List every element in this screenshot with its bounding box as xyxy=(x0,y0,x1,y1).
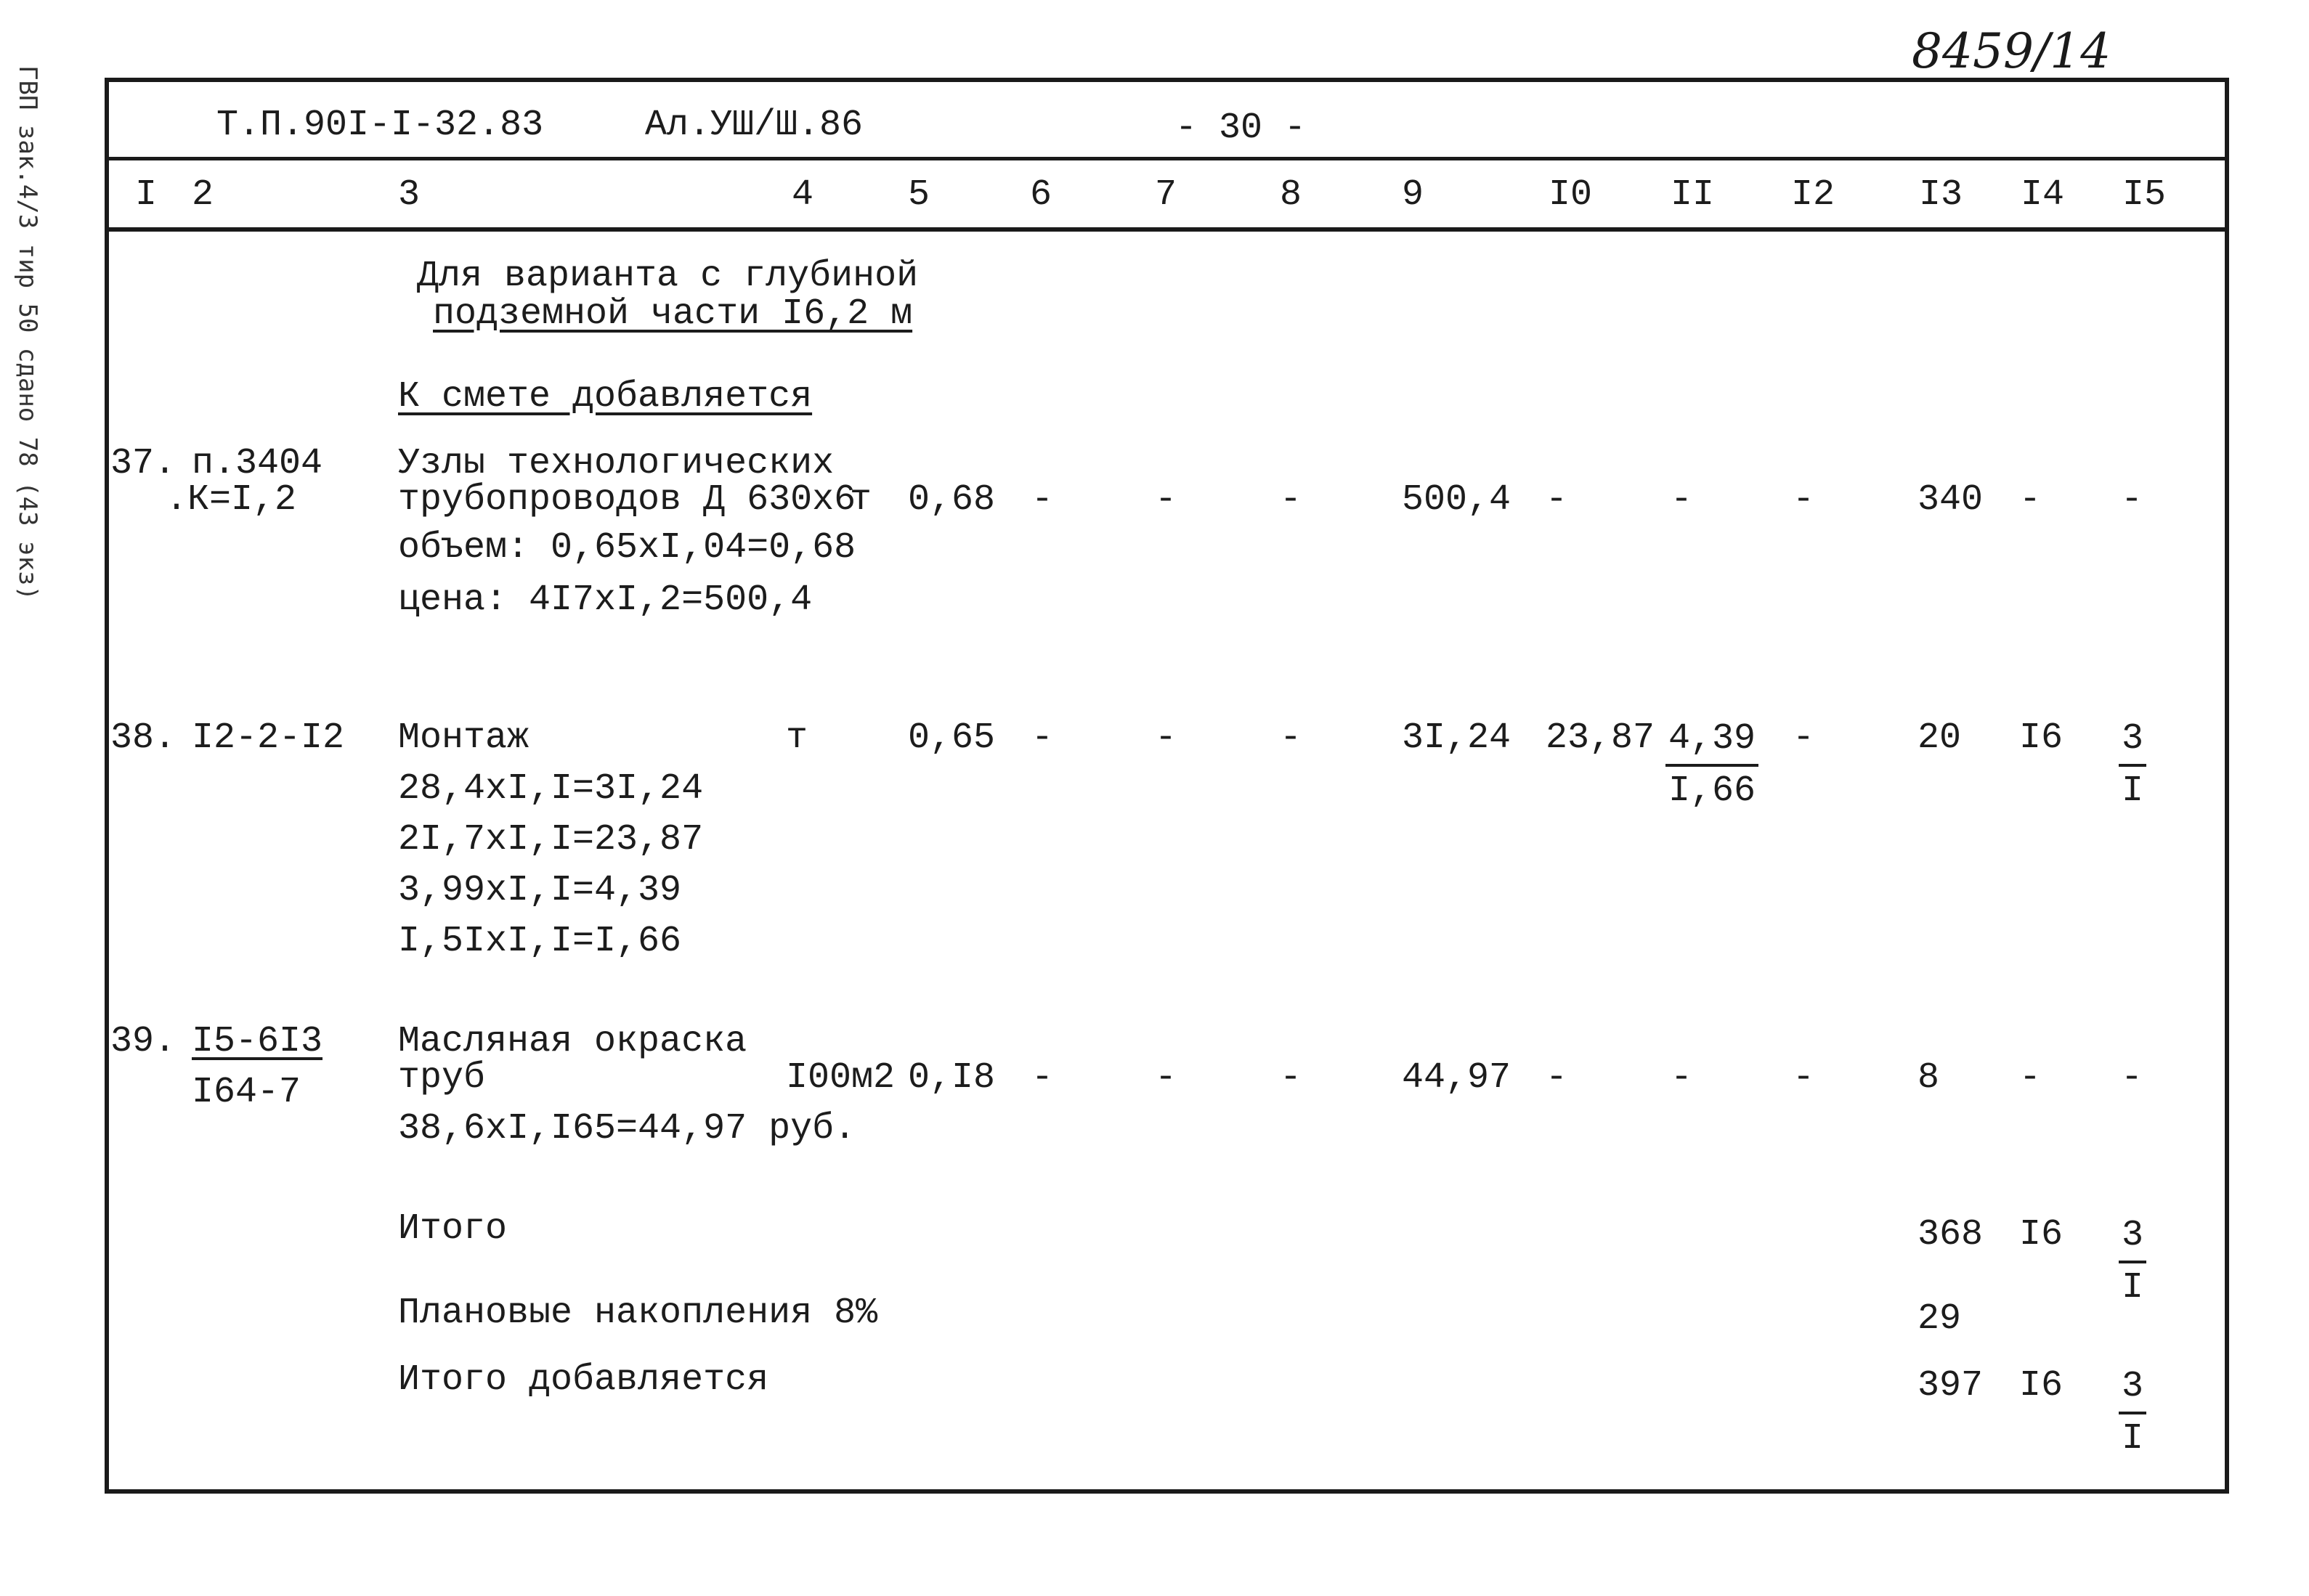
cell-col8: - xyxy=(1280,479,1302,521)
description-line: объем: 0,65хI,04=0,68 xyxy=(398,527,856,569)
norm-code: I2-2-I2 xyxy=(192,717,345,759)
fraction-denominator: I,66 xyxy=(1668,770,1756,812)
cell-col14: - xyxy=(2019,479,2042,521)
column-number: 4 xyxy=(792,174,814,216)
totals-label: Плановые накопления 8% xyxy=(398,1292,878,1334)
cell-col6: - xyxy=(1031,479,1054,521)
column-number: I5 xyxy=(2122,174,2167,216)
column-number: I2 xyxy=(1791,174,1835,216)
norm-coefficient: .К=I,2 xyxy=(166,479,297,521)
description-line: Монтаж xyxy=(398,717,529,759)
unit-cell: т xyxy=(850,479,872,521)
cell-col14: - xyxy=(2019,1057,2042,1099)
cell-col13: 20 xyxy=(1918,717,1962,759)
totals-col14: I6 xyxy=(2019,1365,2064,1406)
cell-col14: I6 xyxy=(2019,717,2064,759)
norm-code: I5-6I3 xyxy=(192,1021,323,1062)
quantity-cell: 0,I8 xyxy=(908,1057,996,1099)
description-line: 38,6хI,I65=44,97 руб. xyxy=(398,1108,856,1149)
cell-col15-fraction xyxy=(2111,714,2154,815)
cell-col11: - xyxy=(1671,1057,1693,1099)
description-line: Масляная окраска xyxy=(398,1021,747,1062)
section-subtitle: К смете добавляется xyxy=(398,376,813,418)
fraction-denominator: I xyxy=(2121,1417,2143,1459)
column-number: 9 xyxy=(1402,174,1424,216)
cell-col12: - xyxy=(1793,717,1815,759)
fraction-numerator: 3 xyxy=(2119,1362,2146,1414)
description-line: цена: 4I7хI,2=500,4 xyxy=(398,579,813,621)
description-line: 2I,7хI,I=23,87 xyxy=(398,819,704,860)
cell-col9: 500,4 xyxy=(1402,479,1511,521)
totals-col14: I6 xyxy=(2019,1214,2064,1255)
column-number: 8 xyxy=(1280,174,1302,216)
section-title-line1: Для варианта с глубиной xyxy=(417,256,919,297)
column-number: II xyxy=(1671,174,1715,216)
column-number: 7 xyxy=(1155,174,1177,216)
fraction-numerator: 3 xyxy=(2119,714,2146,767)
document-code: Т.П.90I-I-32.83 xyxy=(216,105,544,146)
description-line: труб xyxy=(398,1057,486,1099)
cell-col6: - xyxy=(1031,717,1054,759)
row-number: 38. xyxy=(110,717,176,759)
cell-col8: - xyxy=(1280,717,1302,759)
cell-col15: - xyxy=(2121,479,2143,521)
fraction-denominator: I xyxy=(2121,1266,2143,1308)
cell-col12: - xyxy=(1793,1057,1815,1099)
page-number: - 30 - xyxy=(1175,107,1307,149)
description-line: Узлы технологических xyxy=(398,443,835,484)
totals-label: Итого добавляется xyxy=(398,1359,769,1401)
cell-col9: 44,97 xyxy=(1402,1057,1511,1099)
cell-col8: - xyxy=(1280,1057,1302,1099)
unit-cell: I00м2 xyxy=(786,1057,896,1099)
quantity-cell: 0,65 xyxy=(908,717,996,759)
cell-col12: - xyxy=(1793,479,1815,521)
column-number: 2 xyxy=(192,174,214,216)
norm-code: п.3404 xyxy=(192,443,323,484)
cell-col13: 8 xyxy=(1918,1057,1940,1099)
cell-col9: 3I,24 xyxy=(1402,717,1511,759)
album-code: Ал.УШ/Ш.86 xyxy=(645,105,864,146)
cell-col15: - xyxy=(2121,1057,2143,1099)
margin-print-note xyxy=(13,65,64,646)
cell-col10: - xyxy=(1546,1057,1568,1099)
quantity-cell: 0,68 xyxy=(908,479,996,521)
totals-col15-fraction xyxy=(2111,1211,2154,1312)
column-number: I0 xyxy=(1549,174,1593,216)
column-number: 3 xyxy=(398,174,421,216)
handwritten-sheet-number: 8459/14 xyxy=(1912,23,2111,79)
column-numbers-divider-line xyxy=(105,227,2229,232)
unit-cell: т xyxy=(786,717,808,759)
description-line: трубопроводов Д 630х6 xyxy=(398,479,856,521)
totals-label: Итого xyxy=(398,1208,508,1250)
column-number: I xyxy=(135,174,158,216)
row-number: 37. xyxy=(110,443,176,484)
totals-col13: 29 xyxy=(1918,1298,1962,1340)
description-line: 3,99хI,I=4,39 xyxy=(398,870,682,911)
totals-col13: 397 xyxy=(1918,1365,1984,1406)
margin-print-note-text: ГВП зак.4/3 тир 50 сдано 78 (43 экз) xyxy=(13,65,42,600)
norm-code-secondary: I64-7 xyxy=(192,1072,301,1113)
fraction-denominator: I xyxy=(2121,770,2143,812)
totals-col13: 368 xyxy=(1918,1214,1984,1255)
cell-col11: - xyxy=(1671,479,1693,521)
column-number: 6 xyxy=(1030,174,1052,216)
description-line: I,5IхI,I=I,66 xyxy=(398,921,682,962)
cell-col7: - xyxy=(1155,1057,1177,1099)
description-line: 28,4хI,I=3I,24 xyxy=(398,768,704,810)
column-number: 5 xyxy=(908,174,930,216)
column-number: I3 xyxy=(1919,174,1963,216)
cell-col10: - xyxy=(1546,479,1568,521)
cell-col7: - xyxy=(1155,479,1177,521)
cell-col13: 340 xyxy=(1918,479,1984,521)
column-number: I4 xyxy=(2021,174,2065,216)
cell-col11-fraction xyxy=(1665,714,1759,815)
header-divider-line xyxy=(105,157,2229,160)
section-title-line2: подземной части I6,2 м xyxy=(433,293,913,335)
fraction-numerator: 3 xyxy=(2119,1211,2146,1263)
row-number: 39. xyxy=(110,1021,176,1062)
cell-col10: 23,87 xyxy=(1546,717,1655,759)
cell-col6: - xyxy=(1031,1057,1054,1099)
fraction-numerator: 4,39 xyxy=(1665,714,1758,767)
cell-col7: - xyxy=(1155,717,1177,759)
totals-col15-fraction xyxy=(2111,1362,2154,1463)
